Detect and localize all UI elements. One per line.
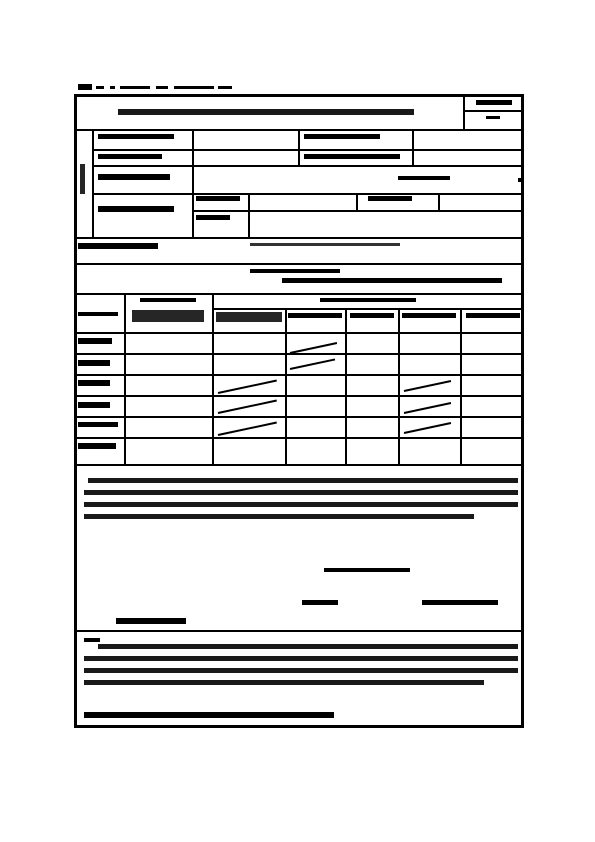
- field-label: [98, 206, 174, 212]
- row-label: [78, 380, 110, 386]
- remarks-paragraph: [80, 474, 520, 534]
- signature-label: [422, 600, 498, 605]
- signature-label: [302, 600, 338, 605]
- field-label: [304, 154, 400, 159]
- table-header: [466, 313, 520, 318]
- field-label: [98, 174, 170, 180]
- table-header: [320, 298, 416, 302]
- field-label: [98, 154, 162, 159]
- row-label: [78, 402, 110, 408]
- row-label: [78, 360, 110, 366]
- field-label: [398, 176, 450, 180]
- field-label: [196, 196, 240, 201]
- side-label: [80, 164, 85, 194]
- field-label: [78, 243, 158, 249]
- field-label: [196, 215, 230, 220]
- table-header: [140, 298, 196, 302]
- table-header: [216, 312, 282, 322]
- field-label: [304, 134, 380, 139]
- row-label: [78, 338, 112, 344]
- field-label: [98, 134, 174, 139]
- table-header: [350, 313, 394, 318]
- field-label: [518, 178, 522, 182]
- signature-label: [116, 618, 186, 624]
- field-label: [368, 196, 412, 201]
- row-label: [78, 443, 116, 449]
- header-note: [78, 82, 288, 92]
- form-number: [470, 98, 520, 126]
- field-label: [250, 243, 400, 246]
- row-label: [78, 422, 118, 427]
- footer-instructions: [80, 634, 520, 724]
- table-header: [78, 312, 118, 316]
- form-frame: [74, 94, 524, 728]
- signature-label: [324, 568, 410, 572]
- section-notice: [200, 266, 520, 292]
- table-header: [132, 310, 204, 322]
- table-header: [288, 313, 342, 318]
- table-header: [402, 313, 456, 318]
- form-title: [118, 107, 418, 117]
